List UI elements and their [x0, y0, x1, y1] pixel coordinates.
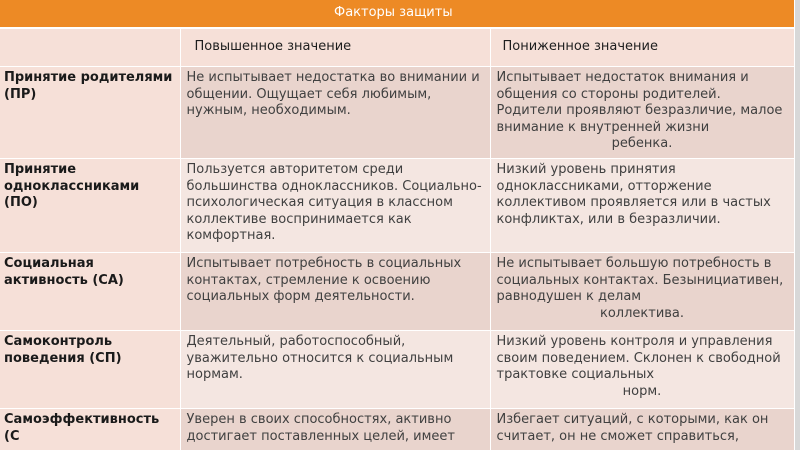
- low-value-cell: [490, 331, 794, 409]
- table-row: [0, 253, 794, 331]
- table-row: [0, 67, 794, 159]
- high-value-text: Пользуется авторитетом среди большинства одноклассников. Социально-психологическая ситуация в классном коллективе воспринимается как комфортная.: [180, 159, 490, 253]
- low-value-cell: [490, 409, 794, 450]
- low-value-text: Низкий уровень принятия одноклассниками, отторжение коллективом проявляется или в частых конфликтах, или в безразличии.: [496, 162, 771, 227]
- low-value-cell: [490, 159, 794, 253]
- table-row: [0, 409, 794, 450]
- header-low-value: Пониженное значение: [490, 28, 794, 67]
- table-row: [0, 331, 794, 409]
- factor-label: Принятие родителями (ПР): [0, 67, 180, 159]
- header-high-value: Повышенное значение: [180, 28, 490, 67]
- header-blank-cell: [0, 28, 180, 67]
- high-value-text: Испытывает потребность в социальных контактах, стремление к освоению социальных форм деятельности.: [180, 253, 490, 331]
- low-value-text: Не испытывает большую потребность в социальных контактах. Безынициативен, равнодушен к делам: [496, 256, 784, 304]
- low-value-tail: коллектива.: [599, 305, 685, 321]
- low-value-cell: [490, 253, 794, 331]
- high-value-text: Деятельный, работоспособный, уважительно относится к социальным нормам.: [180, 331, 490, 409]
- factor-label: Самоконтроль поведения (СП): [0, 331, 180, 409]
- table-title-row: [0, 0, 794, 28]
- low-value-text: Низкий уровень контроля и управления своим поведением. Склонен к свободной трактовке социальных: [496, 334, 781, 382]
- low-value-tail: ребенка.: [611, 136, 673, 151]
- table-title: Факторы защиты: [0, 0, 794, 28]
- low-value-cell: [490, 67, 794, 159]
- low-value-text: Избегает ситуаций, с которыми, как он считает, он не сможет справиться,: [496, 412, 769, 444]
- factor-label: Принятие одноклассниками (ПО): [0, 159, 180, 253]
- low-value-tail: норм.: [622, 383, 662, 399]
- low-value-text: Испытывает недостаток внимания и общения со стороны родителей. Родители проявляют безразличие, малое внимание к внутренней жизни: [496, 70, 783, 135]
- high-value-text: Уверен в своих способностях, активно достигает поставленных целей, имеет: [180, 409, 490, 450]
- header-row: [0, 28, 794, 67]
- table-row: [0, 159, 794, 253]
- factor-label: Самоэффективность (С: [0, 409, 180, 450]
- factor-label: Социальная активность (СА): [0, 253, 180, 331]
- high-value-text: Не испытывает недостатка во внимании и общении. Ощущает себя любимым, нужным, необходимым.: [180, 67, 490, 159]
